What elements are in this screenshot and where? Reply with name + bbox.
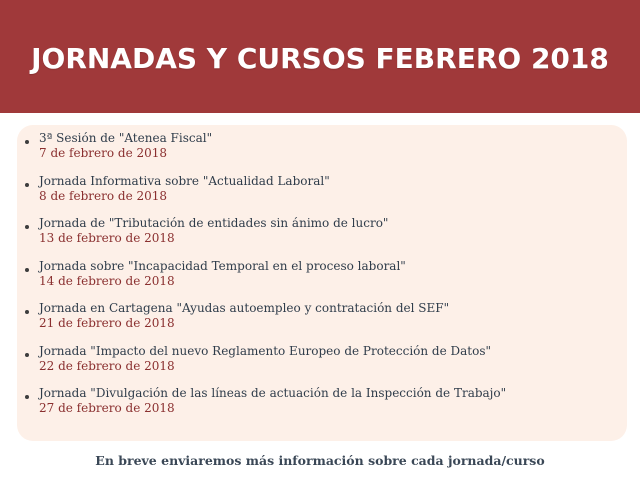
event-date: 14 de febrero de 2018 [39,273,175,288]
list-item [17,259,627,302]
bullet-icon [25,310,29,314]
event-title: Jornada Informativa sobre "Actualidad Laboral" [39,173,330,188]
events-card [17,125,627,441]
bullet-icon [25,140,29,144]
event-title: Jornada "Divulgación de las líneas de actuación de la Inspección de Trabajo" [39,386,507,400]
header-banner [0,0,640,113]
event-title: Jornada en Cartagena "Ayudas autoempleo y contratación del SEF" [39,301,450,315]
event-date: 13 de febrero de 2018 [39,231,175,245]
bullet-icon [25,183,29,187]
list-item [17,301,627,344]
event-list [17,131,627,429]
list-item [17,131,627,174]
bullet-icon [25,353,29,357]
bullet-icon [25,268,29,272]
event-date: 7 de febrero de 2018 [39,146,168,160]
list-item [17,216,627,259]
event-title: Jornada de "Tributación de entidades sin ánimo de lucro" [39,216,389,230]
event-date: 22 de febrero de 2018 [39,358,175,373]
page-title: JORNADAS Y CURSOS FEBRERO 2018 [31,42,609,75]
event-title: 3ª Sesión de "Atenea Fiscal" [39,131,213,145]
list-item [17,344,627,387]
list-item [17,386,627,429]
footer-note: En breve enviaremos más información sobre cada jornada/curso [95,453,545,468]
event-date: 27 de febrero de 2018 [39,401,175,415]
event-date: 21 de febrero de 2018 [39,316,175,330]
event-date: 8 de febrero de 2018 [39,188,168,203]
event-title: Jornada "Impacto del nuevo Reglamento Europeo de Protección de Datos" [39,343,492,358]
list-item [17,174,627,217]
bullet-icon [25,395,29,399]
event-title: Jornada sobre "Incapacidad Temporal en el proceso laboral" [39,258,406,273]
bullet-icon [25,225,29,229]
